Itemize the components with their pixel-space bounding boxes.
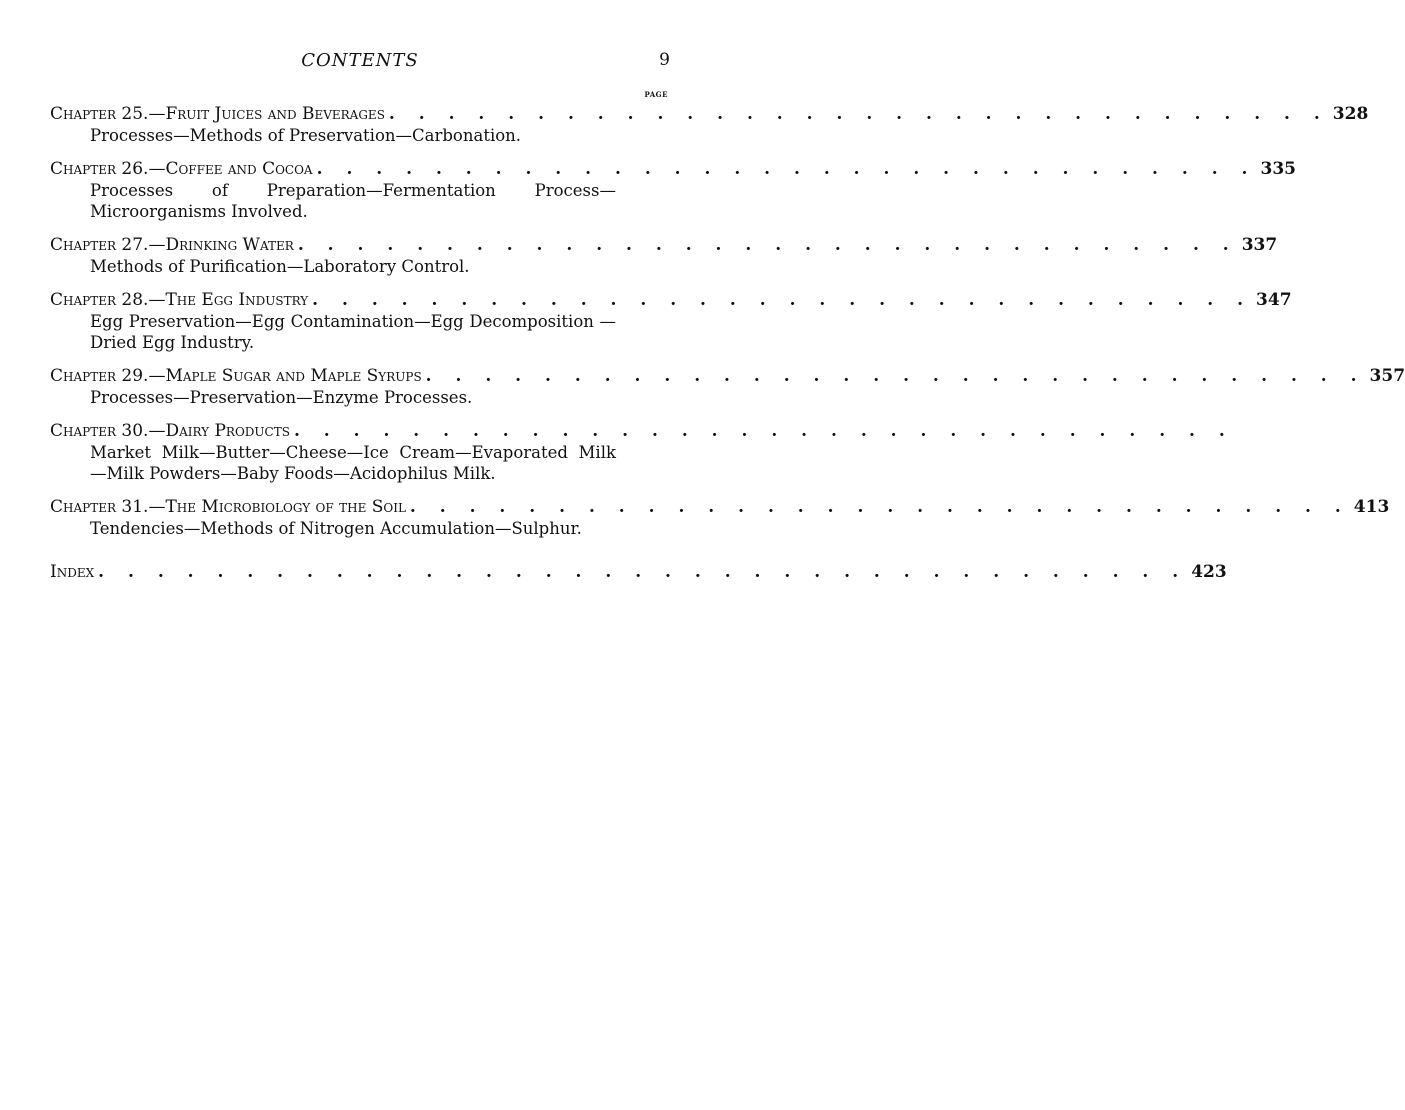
chapter-title [50, 103, 385, 125]
toc-entry-heading [50, 289, 1292, 311]
page-number: 9 [659, 50, 670, 70]
chapter-title [50, 234, 294, 256]
dot-leader: . . . . . . . . . . . . . . . . . . . . . . . . . . . . . . . . [316, 159, 1257, 179]
toc-entry-heading [50, 158, 1296, 180]
page-title: CONTENTS [301, 50, 419, 71]
chapter-page: 337 [1241, 235, 1278, 255]
toc-index-entry [50, 561, 1227, 583]
chapter-number: Chapter 31.— [50, 497, 166, 517]
chapter-page: 347 [1256, 290, 1292, 310]
dot-leader: . . . . . . . . . . . . . . . . . . . . . . . . . . . . . . . . [293, 421, 1234, 441]
chapter-number: Chapter 29.— [50, 366, 166, 386]
chapter-description: Egg Preservation—Egg Contamination—Egg Decomposition —Dried Egg Industry. [90, 312, 616, 352]
dot-leader: . . . . . . . . . . . . . . . . . . . . . . . . . . . . . . . . [425, 366, 1366, 386]
dot-leader: . . . . . . . . . . . . . . . . . . . . . . . . . . . . . . . . [409, 497, 1350, 517]
index-page: 423 [1191, 562, 1227, 582]
toc-entry-heading [50, 496, 1390, 518]
chapter-title [50, 420, 290, 442]
chapter-page: 413 [1353, 497, 1390, 517]
toc-entry-heading [50, 561, 1227, 583]
toc-entry-heading [50, 234, 1278, 256]
chapter-page: 335 [1260, 159, 1296, 179]
toc-entry [50, 234, 1278, 277]
chapter-number: Chapter 27.— [50, 235, 166, 255]
chapter-name: Dairy Products [165, 421, 290, 441]
chapter-description: Processes of Preparation—Fermentation Process—Microorganisms Involved. [90, 181, 616, 221]
toc-entry-heading [50, 420, 1234, 442]
toc-entry [50, 365, 1405, 408]
toc-entry [50, 496, 1390, 539]
chapter-description: Methods of Purification—Laboratory Control. [90, 257, 470, 276]
chapter-name: The Microbiology of the Soil [165, 497, 406, 517]
chapter-number: Chapter 28.— [50, 290, 166, 310]
chapter-page: 328 [1332, 104, 1369, 124]
toc-entry-heading [50, 103, 1369, 125]
page-column-label: PAGE [644, 90, 668, 99]
chapter-description: Tendencies—Methods of Nitrogen Accumulation—Sulphur. [90, 519, 582, 538]
chapter-name: The Egg Industry [165, 290, 309, 310]
table-of-contents [50, 103, 1405, 595]
chapter-description: Processes—Preservation—Enzyme Processes. [90, 388, 473, 407]
chapter-title [50, 289, 308, 311]
chapter-title [50, 496, 406, 518]
running-head [50, 50, 670, 72]
chapter-page: 357 [1369, 366, 1405, 386]
chapter-name: Drinking Water [165, 235, 294, 255]
chapter-description: Processes—Methods of Preservation—Carbonation. [90, 126, 522, 145]
chapter-title [50, 158, 313, 180]
toc-entry [50, 289, 1292, 353]
chapter-number: Chapter 30.— [50, 421, 166, 441]
chapter-description: Market Milk—Butter—Cheese—Ice Cream—Evaporated Milk—Milk Powders—Baby Foods—Acidophilus Milk. [90, 443, 616, 483]
toc-entry-heading [50, 365, 1405, 387]
chapter-number: Chapter 26.— [50, 159, 166, 179]
chapter-number: Chapter 25.— [50, 104, 166, 124]
dot-leader: . . . . . . . . . . . . . . . . . . . . . . . . . . . . . . . . . . . . . [98, 562, 1188, 582]
toc-entry [50, 103, 1369, 146]
chapter-title [50, 365, 422, 387]
dot-leader: . . . . . . . . . . . . . . . . . . . . . . . . . . . . . . . . [297, 235, 1238, 255]
index-title: Index [50, 562, 95, 582]
dot-leader: . . . . . . . . . . . . . . . . . . . . . . . . . . . . . . . . [388, 104, 1329, 124]
chapter-name: Fruit Juices and Beverages [165, 104, 385, 124]
chapter-name: Maple Sugar and Maple Syrups [165, 366, 422, 386]
toc-entry [50, 420, 1234, 484]
chapter-name: Coffee and Cocoa [165, 159, 313, 179]
dot-leader: . . . . . . . . . . . . . . . . . . . . . . . . . . . . . . . . [312, 290, 1253, 310]
toc-entry [50, 158, 1296, 222]
